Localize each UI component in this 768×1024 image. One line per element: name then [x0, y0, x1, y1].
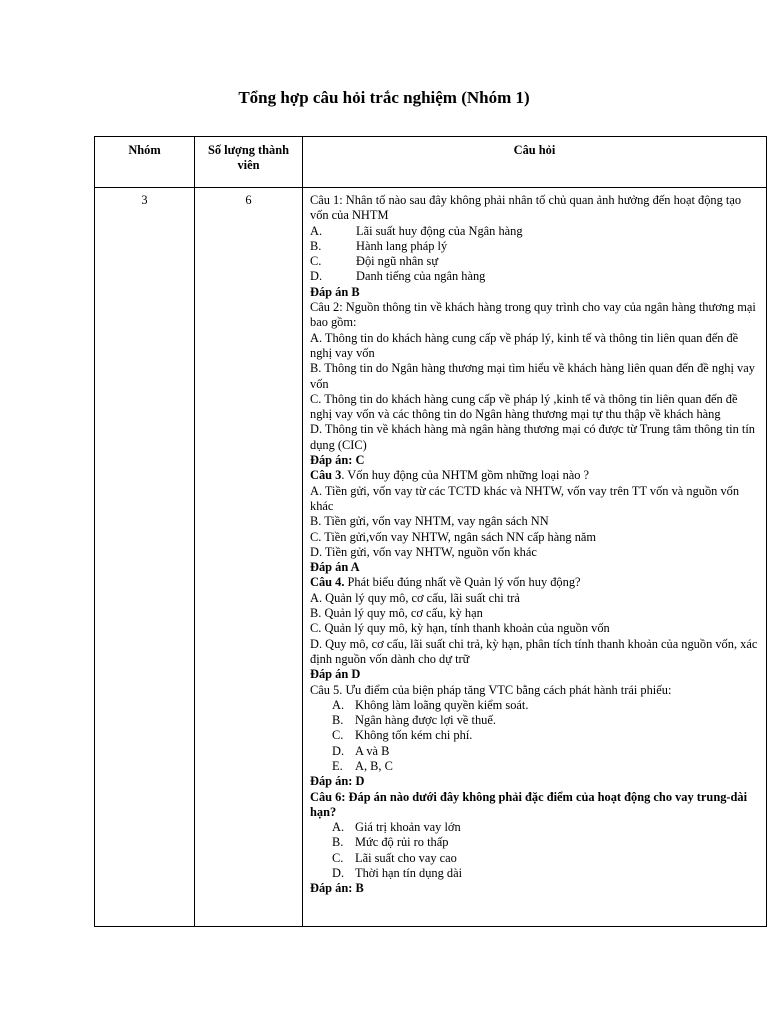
header-cau-hoi: Câu hỏi — [303, 137, 767, 188]
question-6-answer: Đáp án: B — [310, 881, 364, 896]
question-6-text: Câu 6: Đáp án nào dưới đây không phải đặc điểm của hoạt động cho vay trung-dài hạn? — [310, 789, 748, 819]
question-3-option-b: B. Tiền gửi, vốn vay NHTM, vay ngân sách NN — [310, 514, 549, 529]
question-4-label: Câu 4. — [310, 575, 345, 590]
question-1-answer: Đáp án B — [310, 284, 360, 299]
question-table — [94, 136, 767, 927]
question-6-option-a: A. Giá trị khoản vay lớn — [332, 820, 461, 835]
question-4-option-c: C. Quản lý quy mô, kỳ hạn, tính thanh khoản của nguồn vốn — [310, 621, 610, 636]
question-2-option-b: B. Thông tin do Ngân hàng thương mại tìm hiểu về khách hàng liên quan đến đề nghị vay vốn — [310, 361, 755, 391]
document-title: Tổng hợp câu hỏi trắc nghiệm (Nhóm 1) — [238, 88, 530, 107]
question-6-option-c: C. Lãi suất cho vay cao — [332, 850, 457, 865]
question-4-option-d: D. Quy mô, cơ cấu, lãi suất chi trả, kỳ hạn, phân tích tính thanh khoản của nguồn vốn, xác định nguồn vốn dành cho dự trữ — [310, 636, 758, 666]
question-4-answer: Đáp án D — [310, 667, 361, 682]
question-6-option-b: B. Mức độ rủi ro thấp — [332, 835, 449, 850]
cell-so-luong: 6 — [195, 188, 303, 927]
question-4-option-b: B. Quản lý quy mô, cơ cấu, kỳ hạn — [310, 606, 483, 621]
question-4-text: Câu 4. Phát biểu đúng nhất về Quản lý vốn huy động? — [310, 575, 581, 590]
question-5-text: Câu 5. Ưu điểm của biện pháp tăng VTC bằng cách phát hành trái phiếu: — [310, 682, 672, 697]
question-3-option-a: A. Tiền gửi, vốn vay từ các TCTD khác và NHTW, vốn vay trên TT vốn và nguồn vốn khác — [310, 483, 740, 513]
header-nhom: Nhóm — [95, 137, 195, 188]
table-row — [95, 188, 767, 927]
question-2-text: Câu 2: Nguồn thông tin về khách hàng trong quy trình cho vay của ngân hàng thương mại bao gồm: — [310, 300, 756, 330]
question-5-option-e: E. A, B, C — [332, 758, 393, 773]
question-3-option-d: D. Tiền gửi, vốn vay NHTW, nguồn vốn khác — [310, 544, 537, 559]
question-1-option-c: C. Đội ngũ nhân sự — [310, 254, 439, 269]
question-2-answer: Đáp án: C — [310, 453, 365, 468]
question-3-option-c: C. Tiền gửi,vốn vay NHTW, ngân sách NN cấp hàng năm — [310, 529, 597, 544]
header-so-luong: Số lượng thành viên — [195, 137, 303, 188]
question-2-option-d: D. Thông tin về khách hàng mà ngân hàng thương mại có được từ Trung tâm thông tin tín dụng (CIC) — [310, 422, 755, 452]
question-2-option-a: A. Thông tin do khách hàng cung cấp về pháp lý, kinh tế và thông tin liên quan đến đề nghị vay vốn — [310, 330, 739, 360]
question-3-answer: Đáp án A — [310, 560, 360, 575]
question-1-option-b: B. Hành lang pháp lý — [310, 238, 448, 253]
question-5-option-c: C. Không tốn kém chi phí. — [332, 728, 473, 743]
cell-nhom: 3 — [95, 188, 195, 927]
question-1-option-a: A. Lãi suất huy động của Ngân hàng — [310, 223, 523, 238]
question-2-option-c: C. Thông tin do khách hàng cung cấp về pháp lý ,kinh tế và thông tin liên quan đến đề nghị vay vốn và các thông tin do Ngân hàng thương mại tự thu thập về khách hàng — [310, 391, 738, 422]
question-1-option-d: D. Danh tiếng của ngân hàng — [310, 269, 486, 284]
question-5-option-a: A. Không làm loãng quyền kiểm soát. — [332, 697, 529, 712]
question-1-text: Câu 1: Nhân tố nào sau đây không phải nhân tố chủ quan ảnh hưởng đến hoạt động tạo vốn của NHTM — [310, 193, 742, 223]
question-6-option-d: D. Thời hạn tín dụng dài — [332, 866, 463, 881]
question-4-option-a: A. Quản lý quy mô, cơ cấu, lãi suất chi trả — [310, 590, 520, 605]
question-5-answer: Đáp án: D — [310, 774, 365, 789]
question-5-option-d: D. A và B — [332, 743, 390, 758]
question-3-text: Câu 3. Vốn huy động của NHTM gồm những loại nào ? — [310, 468, 590, 483]
table-header-row — [95, 137, 767, 188]
cell-cau-hoi — [303, 188, 767, 927]
question-5-option-b: B. Ngân hàng được lợi về thuế. — [332, 713, 496, 728]
question-3-label: Câu 3 — [310, 468, 342, 483]
